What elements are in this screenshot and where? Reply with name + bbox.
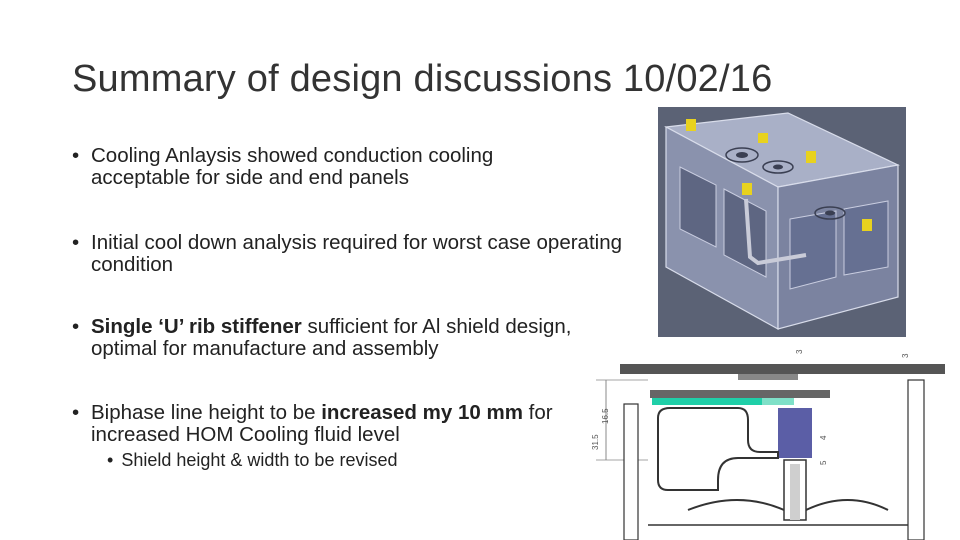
dim-4: 4 [819,435,828,440]
slide-title: Summary of design discussions 10/02/16 [72,58,773,100]
dim-16-5: 16.5 [601,408,610,424]
bullet-text: Initial cool down analysis required for worst case operating condition [91,231,622,276]
bullet-dot: • [72,315,80,338]
sub-bullet-dot: • [107,450,114,470]
bullet-dot: • [72,144,80,167]
bullet-cooling-analysis [72,145,592,189]
dim-3a: 3 [795,349,804,354]
bullet-dot: • [72,401,80,424]
bullet-biphase-line [72,402,592,446]
bullet-text: Biphase line height to be increased my 10 mm for increased HOM Cooling fluid level [91,401,553,446]
bullet-bold: increased my 10 mm [321,401,523,424]
dim-5: 5 [819,460,828,465]
cad-model-image [658,107,906,337]
dim-31-5: 31.5 [591,434,600,450]
bullet-text: Cooling Anlaysis showed conduction cooling acceptable for side and end panels [91,144,494,189]
bullet-rib-stiffener [72,316,612,360]
dim-3b: 3 [901,353,910,358]
bullet-dot: • [72,231,80,254]
bullet-cool-down [72,232,632,276]
sub-bullet-text: Shield height & width to be revised [121,450,398,470]
sub-bullet-shield [107,450,397,471]
bullet-bold: Single ‘U’ rib stiffener [91,315,302,338]
bullet-text: Single ‘U’ rib stiffener sufficient for Al shield design, optimal for manufacture and assembly [91,315,572,360]
section-drawing-image [588,340,960,540]
